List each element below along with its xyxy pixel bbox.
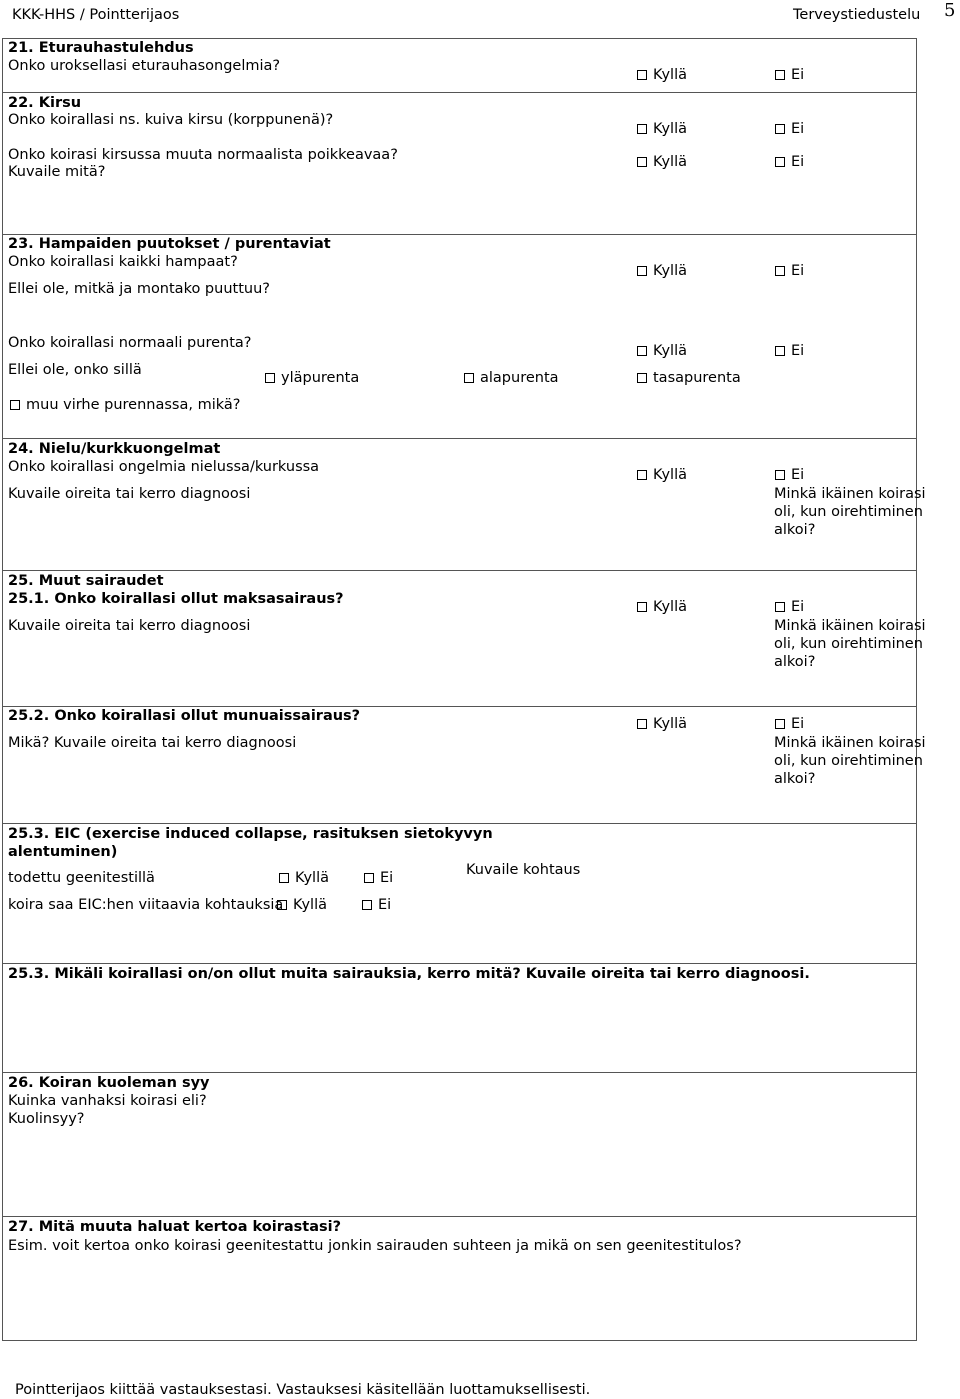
section-26-title: 26. Koiran kuoleman syy xyxy=(8,1075,210,1091)
checkbox-box[interactable] xyxy=(10,400,20,410)
checkbox-box[interactable] xyxy=(279,873,289,883)
checkbox-no[interactable]: Ei xyxy=(775,153,804,171)
divider xyxy=(2,963,917,964)
checkbox-yes[interactable]: Kyllä xyxy=(637,342,687,360)
checkbox-box[interactable] xyxy=(637,266,647,276)
checkbox-box[interactable] xyxy=(637,602,647,612)
checkbox-underbite[interactable]: alapurenta xyxy=(464,369,559,387)
checkbox-no[interactable]: Ei xyxy=(775,466,804,484)
divider xyxy=(2,823,917,824)
checkbox-level-bite[interactable]: tasapurenta xyxy=(637,369,741,387)
divider xyxy=(2,570,917,571)
question-nose-abnormal: Onko koirasi kirsussa muuta normaalista poikkeavaa? xyxy=(8,147,398,163)
section-24-title: 24. Nielu/kurkkuongelmat xyxy=(8,441,221,457)
checkbox-yes[interactable]: Kyllä xyxy=(637,466,687,484)
checkbox-no[interactable]: Ei xyxy=(775,598,804,616)
divider xyxy=(2,92,917,93)
question-throat: Onko koirallasi ongelmia nielussa/kurkussa xyxy=(8,459,320,475)
checkbox-box[interactable] xyxy=(637,124,647,134)
question-kidney: 25.2. Onko koirallasi ollut munuaissairaus? xyxy=(8,708,361,724)
checkbox-box[interactable] xyxy=(775,602,785,612)
checkbox-yes[interactable]: Kyllä xyxy=(637,120,687,138)
checkbox-no[interactable]: Ei xyxy=(362,896,391,914)
question-cause-of-death: Kuolinsyy? xyxy=(8,1111,85,1127)
question-nose-describe: Kuvaile mitä? xyxy=(8,164,106,180)
page-number: 5 xyxy=(944,0,956,21)
question-prostate: Onko uroksellasi eturauhasongelmia? xyxy=(8,58,281,74)
checkbox-yes[interactable]: Kyllä xyxy=(637,715,687,733)
checkbox-box[interactable] xyxy=(775,124,785,134)
checkbox-no[interactable]: Ei xyxy=(364,869,393,887)
question-liver: 25.1. Onko koirallasi ollut maksasairaus? xyxy=(8,591,344,607)
question-additional-info: Esim. voit kertoa onko koirasi geenitestattu jonkin sairauden suhteen ja mikä on sen geenitestitulos? xyxy=(8,1238,742,1254)
age-onset-label: alkoi? xyxy=(774,522,816,538)
question-all-teeth: Onko koirallasi kaikki hampaat? xyxy=(8,254,238,270)
age-onset-label: oli, kun oirehtiminen xyxy=(774,753,923,769)
header-right: Terveystiedustelu xyxy=(793,7,921,23)
checkbox-no[interactable]: Ei xyxy=(775,715,804,733)
question-kidney-describe: Mikä? Kuvaile oireita tai kerro diagnoosi xyxy=(8,735,297,751)
checkbox-box[interactable] xyxy=(637,719,647,729)
checkbox-no[interactable]: Ei xyxy=(775,342,804,360)
checkbox-no[interactable]: Ei xyxy=(775,262,804,280)
question-other-diseases: 25.3. Mikäli koirallasi on/on ollut muita sairauksia, kerro mitä? Kuvaile oireita tai kerro diagnoosi. xyxy=(8,966,810,982)
checkbox-box[interactable] xyxy=(775,157,785,167)
eic-describe-label: Kuvaile kohtaus xyxy=(466,862,581,878)
checkbox-yes[interactable]: Kyllä xyxy=(637,66,687,84)
age-onset-label: Minkä ikäinen koirasi xyxy=(774,486,926,502)
section-23-title: 23. Hampaiden puutokset / purentaviat xyxy=(8,236,331,252)
checkbox-yes[interactable]: Kyllä xyxy=(637,598,687,616)
checkbox-box[interactable] xyxy=(362,900,372,910)
checkbox-box[interactable] xyxy=(637,470,647,480)
question-throat-describe: Kuvaile oireita tai kerro diagnoosi xyxy=(8,486,251,502)
checkbox-no[interactable]: Ei xyxy=(775,66,804,84)
age-onset-label: alkoi? xyxy=(774,771,816,787)
checkbox-yes[interactable]: Kyllä xyxy=(637,153,687,171)
checkbox-no[interactable]: Ei xyxy=(775,120,804,138)
question-age-at-death: Kuinka vanhaksi koirasi eli? xyxy=(8,1093,207,1109)
age-onset-label: Minkä ikäinen koirasi xyxy=(774,735,926,751)
age-onset-label: alkoi? xyxy=(774,654,816,670)
checkbox-box[interactable] xyxy=(637,373,647,383)
checkbox-yes[interactable]: Kyllä xyxy=(277,896,327,914)
checkbox-other-bite-fault[interactable]: muu virhe purennassa, mikä? xyxy=(10,396,240,414)
checkbox-yes[interactable]: Kyllä xyxy=(279,869,329,887)
checkbox-box[interactable] xyxy=(364,873,374,883)
checkbox-box[interactable] xyxy=(775,470,785,480)
divider xyxy=(2,1216,917,1217)
checkbox-box[interactable] xyxy=(637,70,647,80)
section-21-title: 21. Eturauhastulehdus xyxy=(8,40,194,56)
age-onset-label: Minkä ikäinen koirasi xyxy=(774,618,926,634)
checkbox-box[interactable] xyxy=(637,157,647,167)
age-onset-label: oli, kun oirehtiminen xyxy=(774,636,923,652)
divider xyxy=(2,1072,917,1073)
age-onset-label: oli, kun oirehtiminen xyxy=(774,504,923,520)
section-25-title: 25. Muut sairaudet xyxy=(8,573,164,589)
checkbox-box[interactable] xyxy=(775,266,785,276)
checkbox-box[interactable] xyxy=(775,719,785,729)
checkbox-box[interactable] xyxy=(277,900,287,910)
footer-thanks: Pointterijaos kiittää vastauksestasi. Vastauksesi käsitellään luottamuksellisesti. xyxy=(15,1382,591,1398)
question-missing-teeth: Ellei ole, mitkä ja montako puuttuu? xyxy=(8,281,270,297)
checkbox-box[interactable] xyxy=(775,346,785,356)
checkbox-box[interactable] xyxy=(464,373,474,383)
checkbox-box[interactable] xyxy=(775,70,785,80)
eic-episodes-label: koira saa EIC:hen viitaavia kohtauksia xyxy=(8,897,284,913)
question-normal-bite: Onko koirallasi normaali purenta? xyxy=(8,335,252,351)
question-liver-describe: Kuvaile oireita tai kerro diagnoosi xyxy=(8,618,251,634)
question-dry-nose: Onko koirallasi ns. kuiva kirsu (korppunenä)? xyxy=(8,112,334,128)
section-27-title: 27. Mitä muuta haluat kertoa koirastasi? xyxy=(8,1219,342,1235)
header-left: KKK-HHS / Pointterijaos xyxy=(12,7,180,23)
checkbox-yes[interactable]: Kyllä xyxy=(637,262,687,280)
question-bite-type: Ellei ole, onko sillä xyxy=(8,362,142,378)
checkbox-box[interactable] xyxy=(265,373,275,383)
checkbox-overbite[interactable]: yläpurenta xyxy=(265,369,359,387)
eic-gene-tested-label: todettu geenitestillä xyxy=(8,870,155,886)
question-eic-cont: alentuminen) xyxy=(8,844,118,860)
divider xyxy=(2,438,917,439)
section-22-title: 22. Kirsu xyxy=(8,95,82,111)
checkbox-box[interactable] xyxy=(637,346,647,356)
question-eic: 25.3. EIC (exercise induced collapse, rasituksen sietokyvyn xyxy=(8,826,493,842)
